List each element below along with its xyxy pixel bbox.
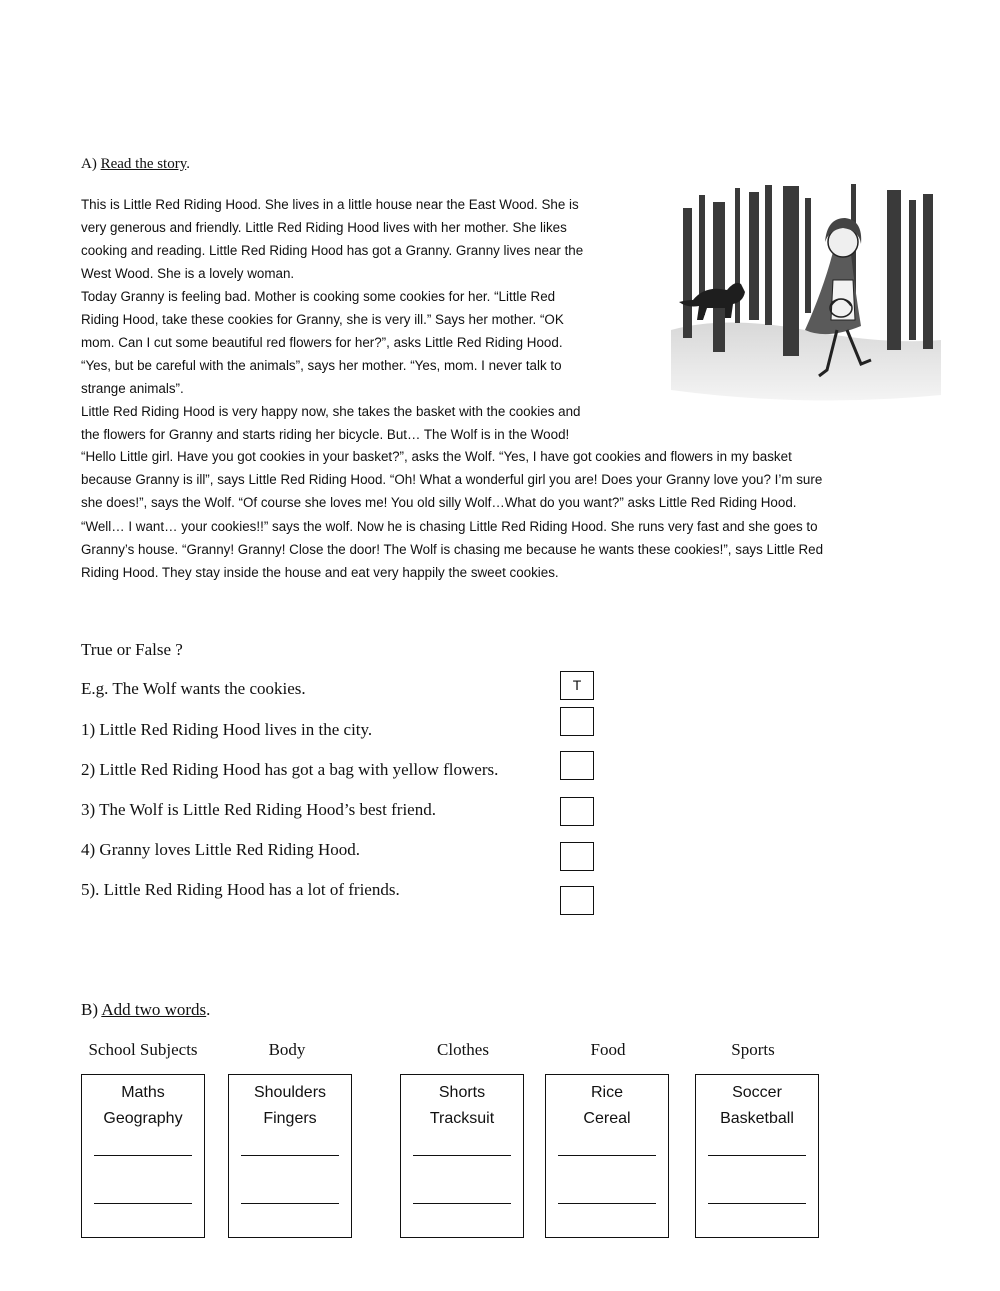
category-word: Rice	[590, 1084, 623, 1101]
story-line: Granny’s house. “Granny! Granny! Close the door! The Wolf is chasing me because he wants these cookies!”, says Little Red	[81, 541, 824, 557]
section-title: Add two words	[101, 1000, 207, 1019]
section-period: .	[206, 1000, 211, 1019]
answer-blank-line[interactable]	[708, 1155, 806, 1156]
section-a-heading	[81, 156, 190, 173]
true-false-statement: 3) The Wolf is Little Red Riding Hood’s best friend.	[81, 800, 436, 819]
story-line: Little Red Riding Hood is very happy now, she takes the basket with the cookies and	[81, 404, 581, 419]
category-box-sports	[695, 1074, 819, 1238]
answer-blank-line[interactable]	[94, 1155, 192, 1156]
story-text-bottom	[81, 445, 911, 584]
category-label-clothes: Clothes	[437, 1040, 489, 1059]
answer-blank-line[interactable]	[413, 1203, 511, 1204]
category-word: Basketball	[720, 1109, 794, 1127]
answer-blank-line[interactable]	[413, 1155, 511, 1156]
category-word: Maths	[121, 1084, 165, 1101]
category-word: Shorts	[438, 1084, 486, 1101]
story-line: she does!”, says the Wolf. “Of course she loves me! You old silly Wolf…What do you want?” asks Little Red Riding Hood.	[81, 495, 797, 511]
story-line: West Wood. She is a lovely woman.	[81, 266, 295, 281]
category-box-clothes	[400, 1074, 524, 1238]
answer-box[interactable]	[560, 842, 594, 871]
answer-box[interactable]	[560, 886, 594, 915]
category-box-body	[228, 1074, 352, 1238]
story-line: This is Little Red Riding Hood. She lives in a little house near the East Wood. She is	[81, 197, 579, 212]
story-line: “Well… I want… your cookies!!” says the wolf. Now he is chasing Little Red Riding Hood. She runs very fast and she goes to	[81, 518, 818, 534]
answer-blank-line[interactable]	[241, 1155, 339, 1156]
story-line: because Granny is ill”, says Little Red Riding Hood. “Oh! What a wonderful girl you are! Does your Granny love you? I’m sure	[81, 472, 823, 488]
category-label-food: Food	[590, 1040, 626, 1059]
category-word: Shoulders	[253, 1084, 327, 1101]
true-false-example: E.g. The Wolf wants the cookies.	[81, 679, 306, 698]
category-label-sports: Sports	[731, 1040, 775, 1059]
category-box-school-subjects	[81, 1074, 205, 1238]
category-label-body: Body	[268, 1040, 306, 1059]
answer-blank-line[interactable]	[708, 1203, 806, 1204]
story-line: Riding Hood. They stay inside the house and eat very happily the sweet cookies.	[81, 565, 559, 581]
category-word: Cereal	[583, 1109, 631, 1127]
section-title: Read the story	[100, 156, 187, 172]
story-line: “Hello Little girl. Have you got cookies in your basket?”, asks the Wolf. “Yes, I have got cookies and flowers in my basket	[81, 449, 792, 464]
answer-blank-line[interactable]	[558, 1155, 656, 1156]
answer-box[interactable]: T	[560, 671, 594, 700]
answer-box[interactable]	[560, 797, 594, 826]
section-letter: A)	[81, 156, 101, 172]
story-line: cooking and reading. Little Red Riding Hood has got a Granny. Granny lives near the	[81, 243, 584, 258]
story-line: mom. Can I cut some beautiful red flowers for her?”, asks Little Red Riding Hood.	[81, 335, 563, 350]
answer-blank-line[interactable]	[94, 1203, 192, 1204]
story-line: very generous and friendly. Little Red Riding Hood lives with her mother. She likes	[81, 220, 567, 235]
true-false-statement: 1) Little Red Riding Hood lives in the city.	[81, 720, 373, 739]
answer-box[interactable]	[560, 751, 594, 780]
answer-blank-line[interactable]	[558, 1203, 656, 1204]
true-false-statement: 2) Little Red Riding Hood has got a bag with yellow flowers.	[81, 760, 499, 779]
answer-box[interactable]	[560, 707, 594, 736]
story-line: strange animals”.	[81, 381, 184, 396]
section-period: .	[186, 156, 190, 172]
story-text-top	[81, 193, 641, 446]
section-letter: B)	[81, 1000, 102, 1019]
answer-blank-line[interactable]	[241, 1203, 339, 1204]
story-illustration	[665, 180, 945, 405]
category-word: Soccer	[732, 1084, 782, 1101]
story-line: the flowers for Granny and starts riding her bicycle. But… The Wolf is in the Wood!	[81, 427, 570, 442]
category-box-food	[545, 1074, 669, 1238]
true-false-statement: 5). Little Red Riding Hood has a lot of friends.	[81, 880, 400, 899]
story-line: Today Granny is feeling bad. Mother is cooking some cookies for her. “Little Red	[81, 289, 556, 304]
true-false-statement: 4) Granny loves Little Red Riding Hood.	[81, 840, 361, 859]
category-label-school-subjects: School Subjects	[88, 1040, 198, 1059]
category-word: Fingers	[263, 1109, 317, 1127]
section-b-heading	[81, 1000, 210, 1020]
story-line: “Yes, but be careful with the animals”, says her mother. “Yes, mom. I never talk to	[81, 358, 562, 373]
category-word: Tracksuit	[429, 1109, 495, 1127]
story-line: Riding Hood, take these cookies for Granny, she is very ill.” Says her mother. “OK	[81, 312, 564, 327]
category-word: Geography	[103, 1109, 183, 1127]
true-false-title: True or False ?	[81, 640, 183, 659]
